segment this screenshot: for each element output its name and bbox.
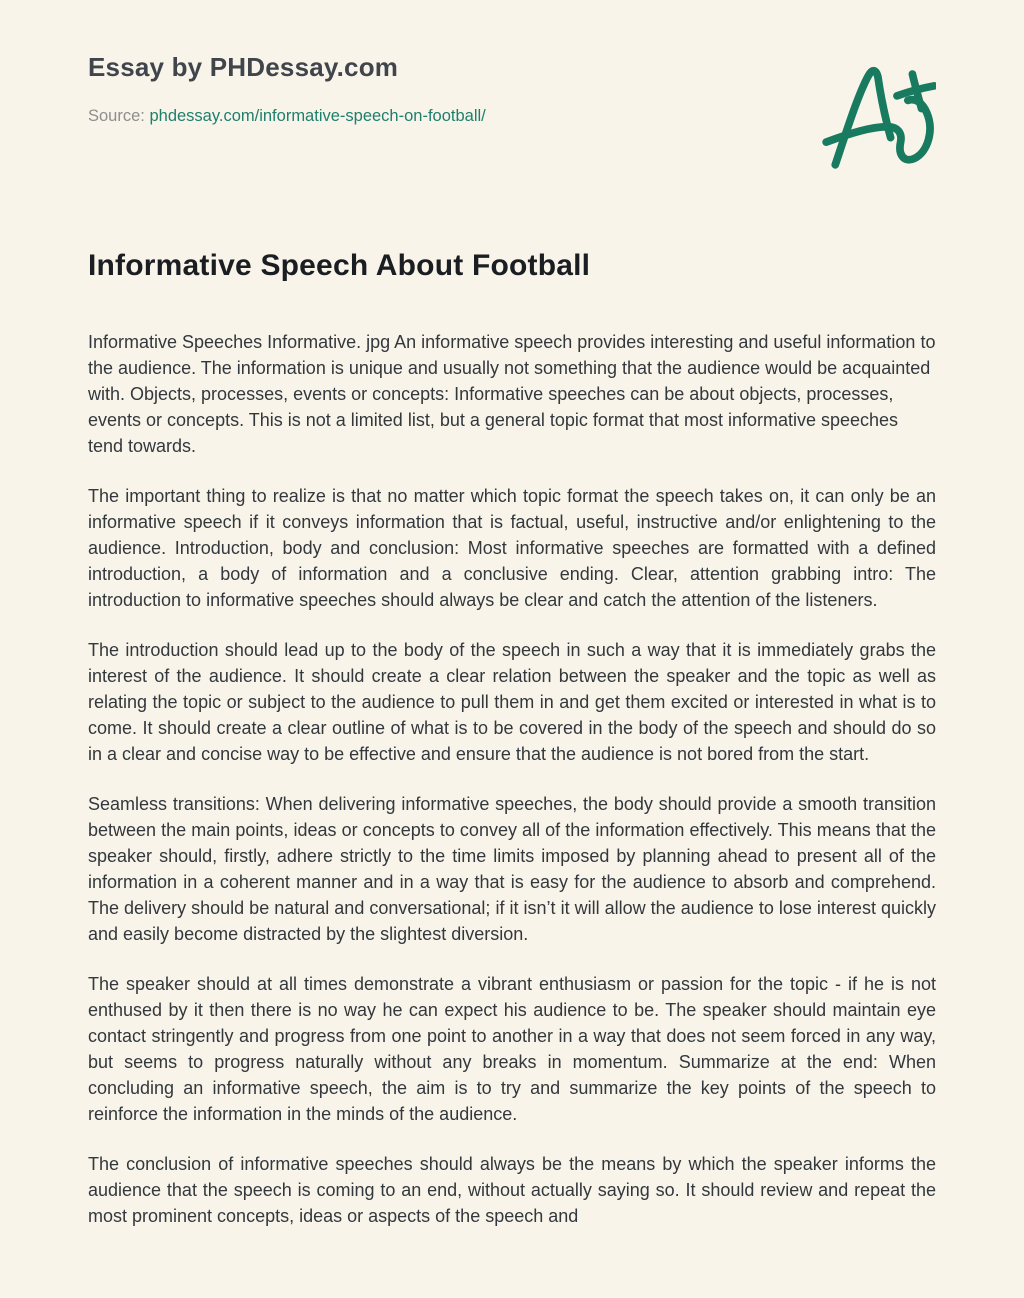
essay-body [88, 329, 936, 1229]
header-text-block [88, 52, 486, 126]
essay-paragraph: The speaker should at all times demonstrate a vibrant enthusiasm or passion for the topic - if he is not enthused by it then there is no way he can expect his audience to be. The speaker should maintain eye contact stringently and progress from one point to another in a way that does not seem forced in any way, but seems to progress naturally without any breaks in momentum. Summarize at the end: When concluding an informative speech, the aim is to try and summarize the key points of the speech to reinforce the information in the minds of the audience. [88, 974, 936, 1124]
source-link[interactable]: phdessay.com/informative-speech-on-football/ [149, 107, 486, 125]
essay-paragraph: Seamless transitions: When delivering informative speeches, the body should provide a smooth transition between the main points, ideas or concepts to convey all of the information effectively. This means that the speaker should, firstly, adhere strictly to the time limits imposed by planning ahead to present all of the information in a coherent manner and in a way that is easy for the audience to absorb and comprehend. The delivery should be natural and conversational; if it isn’t it will allow the audience to lose interest quickly and easily become distracted by the slightest diversion. [88, 794, 936, 944]
essay-paragraph: Informative Speeches Informative. jpg An informative speech provides interesting and useful information to the audience. The information is unique and usually not something that the audience would be acquainted with. Objects, processes, events or concepts: Informative speeches can be about objects, processes, events or concepts. This is not a limited list, but a general topic format that most informative speeches tend towards. [88, 332, 936, 456]
essay-paragraph: The important thing to realize is that no matter which topic format the speech takes on, it can only be an informative speech if it conveys information that is factual, useful, instructive and/or enlightening to the audience. Introduction, body and conclusion: Most informative speeches are formatted with a defined introduction, a body of information and a conclusive ending. Clear, attention grabbing intro: The introduction to informative speeches should always be clear and catch the attention of the listeners. [88, 486, 936, 610]
a-plus-logo-icon [818, 54, 936, 179]
byline: Essay by PHDessay.com [88, 52, 399, 82]
source-line [88, 107, 486, 126]
content-clip [88, 52, 936, 1256]
essay-paragraph: The introduction should lead up to the body of the speech in such a way that it is immediately grabs the interest of the audience. It should create a clear relation between the speaker and the topic as well as relating the topic or subject to the audience to pull them in and get them excited or interested in what is to come. It should create a clear outline of what is to be covered in the body of the speech and should do so in a clear and concise way to be effective and ensure that the audience is not bored from the start. [88, 640, 936, 764]
essay-paragraph: The conclusion of informative speeches should always be the means by which the speaker informs the audience that the speech is coming to an end, without actually saying so. It should review and repeat the most prominent concepts, ideas or aspects of the speech and [88, 1154, 936, 1226]
page-title: Informative Speech About Football [88, 249, 591, 282]
source-label: Source: [88, 107, 145, 125]
page-header [88, 52, 936, 179]
